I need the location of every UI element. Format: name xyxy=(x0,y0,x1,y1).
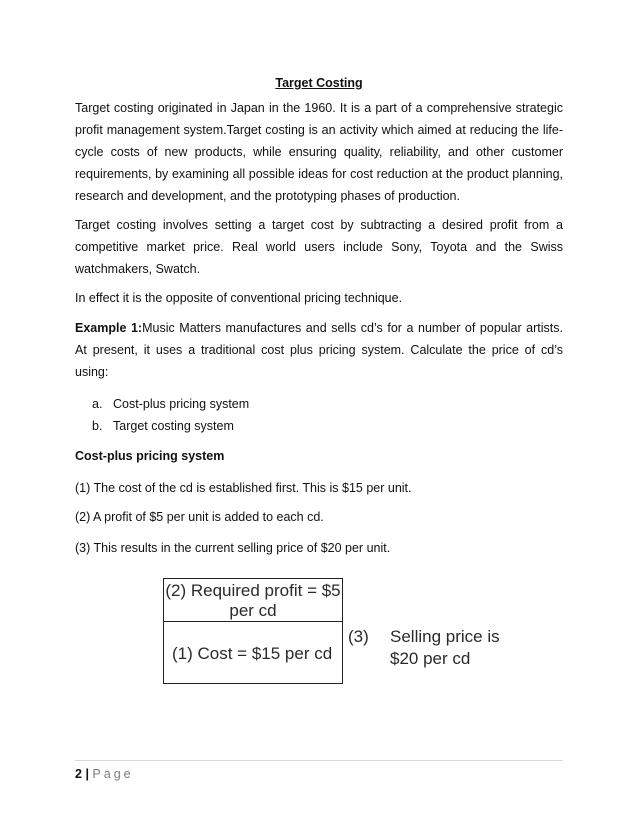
cost-cell xyxy=(164,623,342,683)
selling-price-line: $20 per cd xyxy=(390,649,471,668)
step-line: (1) The cost of the cd is established first. This is $15 per unit. xyxy=(75,481,412,495)
page-title: Target Costing xyxy=(275,76,363,90)
section-heading: Cost-plus pricing system xyxy=(75,449,225,463)
selling-price-label xyxy=(348,626,500,670)
example-label: Example 1: xyxy=(75,321,143,335)
page-label: Page xyxy=(92,767,134,781)
diagram-divider xyxy=(164,621,342,622)
page-footer xyxy=(75,767,134,781)
list-item-text: Target costing system xyxy=(113,419,234,433)
step-line: (3) This results in the current selling price of $20 per unit. xyxy=(75,541,391,555)
paragraph-intro: Target costing originated in Japan in the 1960. It is a part of a comprehensive strategic profit management system.Target costing is an activity which aimed at reducing the life-cycle costs of new products, while ensuring quality, reliability, and other customer requirements, by examining all possible ideas for cost reduction at the product planning, research and development, and the prototyping phases of production. xyxy=(75,101,563,203)
page-number: 2 xyxy=(75,767,82,781)
profit-cell-line: per cd xyxy=(229,601,277,620)
cost-cell-text: (1) Cost = $15 per cd xyxy=(172,644,333,663)
footer-separator: | xyxy=(85,767,89,781)
profit-cell xyxy=(164,579,342,621)
profit-cell-line: (2) Required profit = $5 xyxy=(165,581,341,600)
step-line: (2) A profit of $5 per unit is added to each cd. xyxy=(75,510,324,524)
list-marker: a. xyxy=(92,397,103,411)
paragraph-effect: In effect it is the opposite of conventional pricing technique. xyxy=(75,291,403,305)
list-item-text: Cost-plus pricing system xyxy=(113,397,250,411)
method-list xyxy=(92,393,249,437)
selling-price-number: (3) xyxy=(348,627,369,646)
list-marker: b. xyxy=(92,419,103,433)
pricing-diagram xyxy=(163,578,343,684)
example-paragraph xyxy=(75,317,563,383)
paragraph-definition: Target costing involves setting a target cost by subtracting a desired profit from a competitive market price. Real world users include Sony, Toyota and the Swiss watchmakers, Swatch. xyxy=(75,218,563,276)
list-item xyxy=(92,415,249,437)
footer-divider xyxy=(75,760,563,761)
selling-price-line: Selling price is xyxy=(390,627,500,646)
example-text: Music Matters manufactures and sells cd’s for a number of popular artists. At present, it uses a traditional cost plus pricing system. Calculate the price of cd’s using: xyxy=(75,321,563,379)
list-item xyxy=(92,393,249,415)
